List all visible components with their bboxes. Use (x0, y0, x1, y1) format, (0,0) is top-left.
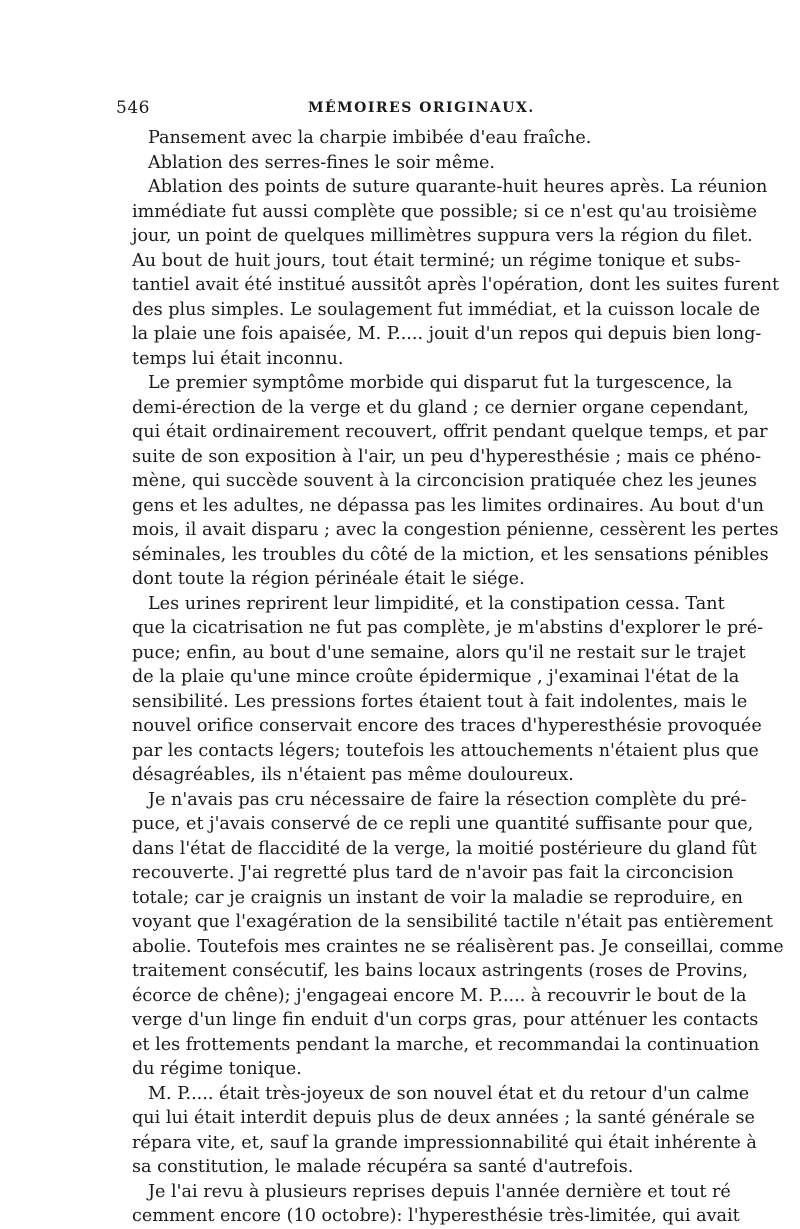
paragraph (116, 151, 688, 176)
text-line: Le premier symptôme morbide qui disparut fut la turgescence, la (148, 373, 733, 393)
text-line: temps lui était inconnu. (132, 348, 344, 369)
text-line: puce; enfin, au bout d'une semaine, alors qu'il ne restait sur le trajet (132, 642, 746, 663)
text-line: Je n'avais pas cru nécessaire de faire la résection complète du pré- (148, 789, 747, 810)
text-line: Je l'ai revu à plusieurs reprises depuis l'année dernière et tout ré (148, 1181, 731, 1202)
paragraph (116, 126, 688, 151)
text-line: demi-érection de la verge et du gland ; ce dernier organe cependant, (132, 397, 750, 418)
text-line: la plaie une fois apaisée, M. P..... jouit d'un repos qui depuis bien long- (132, 324, 762, 344)
running-head (116, 98, 688, 124)
paragraph (116, 788, 784, 1082)
text-line: Ablation des serres-fines le soir même. (148, 152, 496, 173)
text-line: puce, et j'avais conservé de ce repli une quantité suffisante pour que, (132, 814, 754, 834)
text-line: gens et les adultes, ne dépassa pas les limites ordinaires. Au bout d'un (132, 495, 764, 516)
text-line: jour, un point de quelques millimètres suppura vers la région du filet. (132, 226, 753, 246)
paragraph (116, 1180, 740, 1229)
text-line: séminales, les troubles du côté de la miction, et les sensations pénibles (132, 544, 769, 565)
text-line: écorce de chêne); j'engageai encore M. P..... à recouvrir le bout de la (132, 985, 747, 1006)
text-line: par les contacts légers; toutefois les attouchements n'étaient plus que (132, 740, 759, 761)
text-line: et les frottements pendant la marche, et recommandai la continuation (132, 1034, 760, 1055)
body-text (116, 126, 784, 1229)
text-line: répara vite, et, sauf la grande impressionnabilité qui était inhérente à (132, 1132, 757, 1153)
text-line: cemment encore (10 octobre): l'hyperesthésie très-limitée, qui avait (132, 1206, 740, 1226)
text-line: dans l'état de flaccidité de la verge, la moitié postérieure du gland fût (132, 838, 757, 859)
text-line: des plus simples. Le soulagement fut immédiat, et la cuisson locale de (132, 299, 761, 320)
running-title: MÉMOIRES ORIGINAUX. (308, 100, 535, 116)
text-line: suite de son exposition à l'air, un peu d'hyperesthésie ; mais ce phéno- (132, 446, 762, 467)
text-line: sensibilité. Les pressions fortes étaient tout à fait indolentes, mais le (132, 691, 748, 712)
text-line: mène, qui succède souvent à la circoncision pratiquée chez les jeunes (132, 471, 757, 491)
text-line: abolie. Toutefois mes craintes ne se réalisèrent pas. Je conseillai, comme (132, 936, 784, 957)
text-line: Les urines reprirent leur limpidité, et la constipation cessa. Tant (148, 593, 725, 614)
text-line: mois, il avait disparu ; avec la congestion pénienne, cessèrent les pertes (132, 520, 779, 540)
text-line: traitement consécutif, les bains locaux astringents (roses de Provins, (132, 961, 748, 981)
text-line: du régime tonique. (132, 1059, 302, 1079)
text-line: qui lui était interdit depuis plus de deux années ; la santé générale se (132, 1108, 755, 1128)
text-line: Pansement avec la charpie imbibée d'eau fraîche. (148, 128, 592, 148)
text-line: dont toute la région périnéale était le siége. (132, 569, 525, 589)
paragraph (116, 371, 779, 592)
text-line: Ablation des points de suture quarante-huit heures après. La réunion (148, 177, 768, 197)
text-line: que la cicatrisation ne fut pas complète, je m'abstins d'explorer le pré- (132, 618, 764, 638)
text-line: recouverte. J'ai regretté plus tard de n'avoir pas fait la circoncision (132, 863, 734, 883)
text-line: immédiate fut aussi complète que possible; si ce n'est qu'au troisième (132, 201, 758, 222)
text-line: totale; car je craignis un instant de voir la maladie se reproduire, en (132, 887, 744, 908)
text-line: qui était ordinairement recouvert, offrit pendant quelque temps, et par (132, 422, 768, 442)
text-line: de la plaie qu'une mince croûte épidermique , j'examinai l'état de la (132, 667, 740, 687)
text-line: nouvel orifice conservait encore des traces d'hyperesthésie provoquée (132, 716, 762, 736)
text-line: Au bout de huit jours, tout était terminé; un régime tonique et subs- (132, 250, 741, 271)
text-line: verge d'un linge fin enduit d'un corps gras, pour atténuer les contacts (132, 1010, 759, 1030)
paragraph (116, 1082, 757, 1180)
text-line: sa constitution, le malade récupéra sa santé d'autrefois. (132, 1157, 634, 1177)
paragraph (116, 175, 780, 371)
text-line: désagréables, ils n'étaient pas même douloureux. (132, 765, 574, 785)
text-line: tantiel avait été institué aussitôt après l'opération, dont les suites furent (132, 275, 780, 295)
text-line: M. P..... était très-joyeux de son nouvel état et du retour d'un calme (148, 1083, 750, 1104)
paragraph (116, 592, 764, 788)
text-line: voyant que l'exagération de la sensibilité tactile n'était pas entièrement (132, 912, 773, 932)
page-number: 546 (116, 98, 150, 118)
